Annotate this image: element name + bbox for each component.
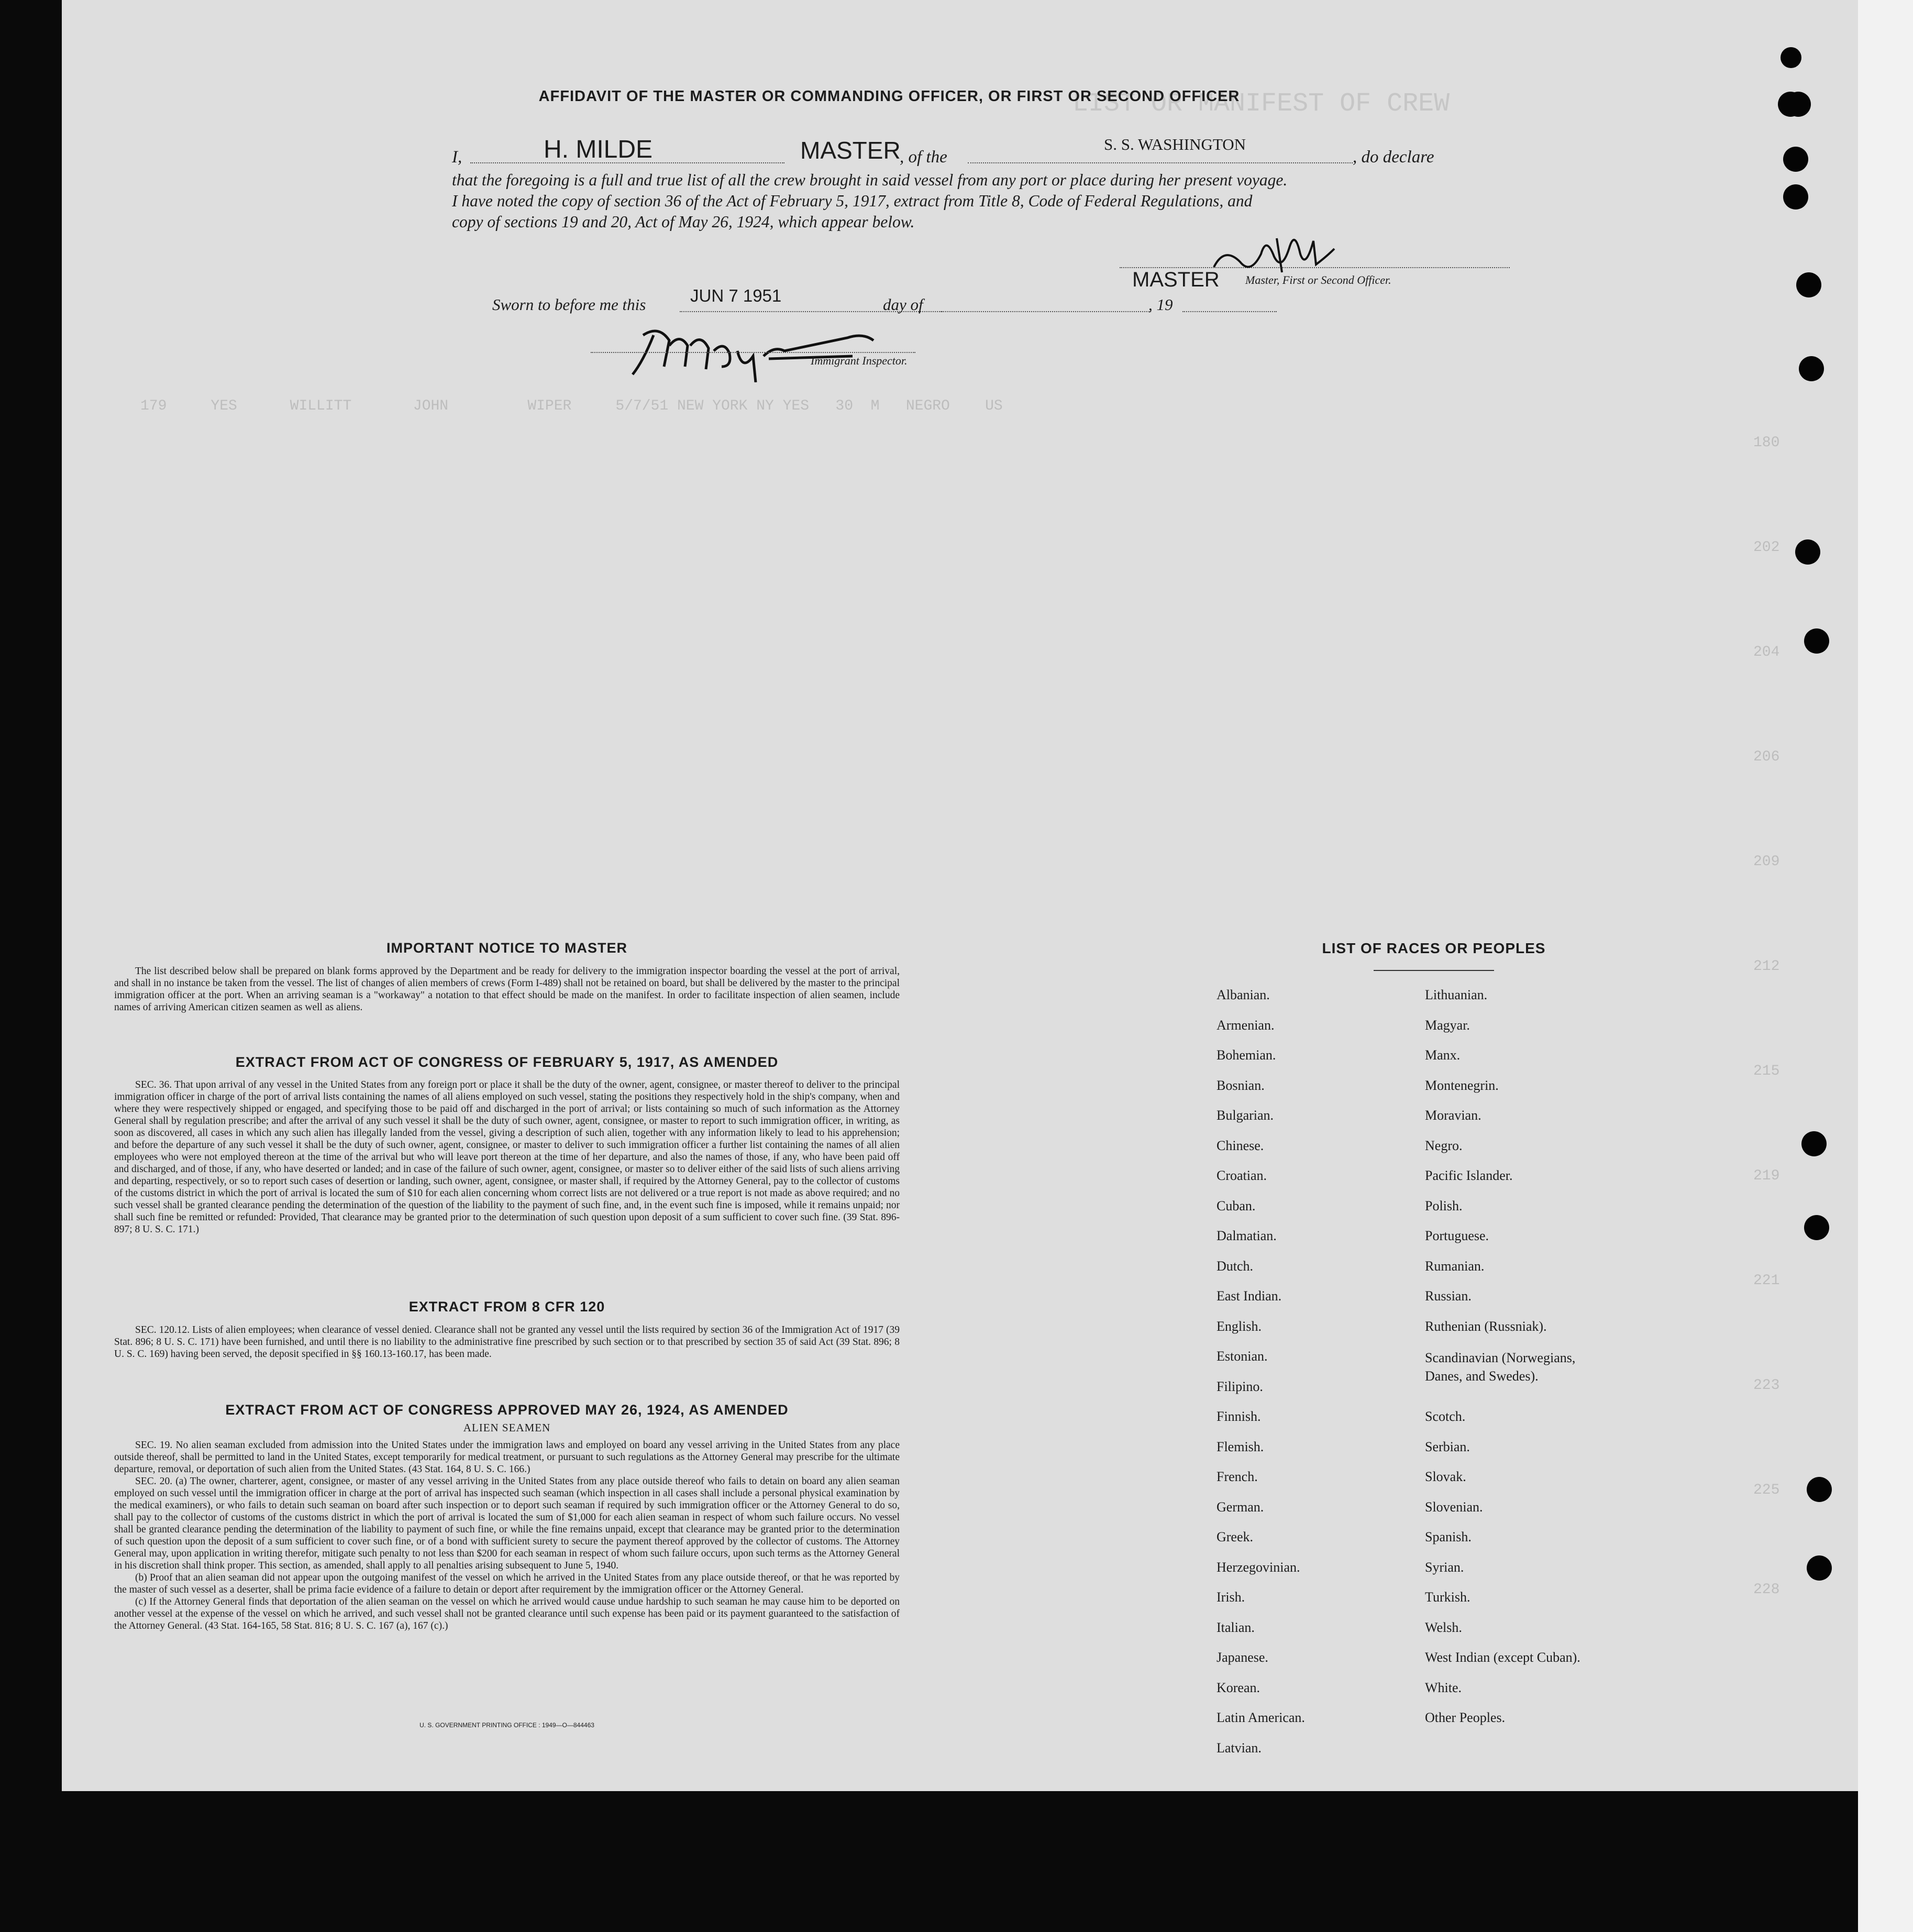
- punch-hole: [1783, 147, 1808, 172]
- race-item: Korean.: [1217, 1680, 1260, 1695]
- extract-1917-paragraph: SEC. 36. That upon arrival of any vessel in the United States from any foreign port or place it shall be the duty of the owner, agent, consignee, or master thereof to deliver to the principal immigration officer in charge of the port of arrival lists containing the names of all aliens employed on such vessel, stating the positions they respectively hold in the ship's company, when and where they were respectively shipped or engaged, and specifying those to be paid off and discharged in the port of arrival; or lists containing so much of such information as the Attorney General shall by regulation prescribe; and after the arrival of any such vessel it shall be the duty of such owner, agent, consignee, or master to report to such immigration officer, in writing, as soon as discovered, all cases in which any such alien has illegally landed from the vessel, giving a description of such alien, together with any information likely to lead to his apprehension; and before the departure of any such vessel it shall be the duty of such owner, agent, consignee, or master to deliver to such immigration officer a further list containing the names of all alien employees who were not employed thereon at the time of the arrival but who will leave port thereon at the time of her departure, and also the names of those, if any, who have been paid off and discharged, and of those, if any, who have deserted or landed; and in case of the failure of such owner, agent, consignee, or master so to deliver either of the said lists of such aliens arriving and departing, respectively, or so to report such cases of desertion or landing, such owner, agent, consignee, or master shall, if required by the Attorney General, pay to the collector of customs of the customs district in which the port of arrival is located the sum of $10 for each alien concerning whom correct lists are not delivered or a true report is not made as above required; and no such vessel shall be granted clearance pending the determination of the question of the liability to the payment of such fine, and, in the event such fine is imposed, while it remains unpaid; nor shall such fine be remitted or refunded: Provided, That clearance may be granted prior to the determination of such question upon deposit of a sum sufficient to cover such fine. (39 Stat. 896-897; 8 U. S. C. 171.): [114, 1079, 900, 1235]
- vessel-name: S. S. WASHINGTON: [1104, 135, 1246, 153]
- punch-hole: [1783, 184, 1808, 209]
- race-item: Latin American.: [1217, 1710, 1305, 1725]
- declaration-line-2: I have noted the copy of section 36 of the Act of February 5, 1917, extract from Title 8, Code of Federal Regulations, and: [452, 192, 1253, 210]
- page-edge-strip: [1858, 0, 1913, 1932]
- extract-cfr-paragraph: SEC. 120.12. Lists of alien employees; when clearance of vessel denied. Clearance shall not be granted any vessel until the lists required by section 36 of the Immigration Act of 1917 (39 Stat. 896; 8 U. S. C. 171) have been furnished, and until there is no liability to the administrative fine prescribed by such section or to that prescribed by section 35 of said Act (39 Stat. 896; 8 U. S. C. 169) having been served, the deposit specified in §§ 160.13-160.17, has been made.: [114, 1324, 900, 1360]
- punch-hole: [1804, 1215, 1829, 1240]
- master-name: H. MILDE: [544, 136, 653, 163]
- race-item: East Indian.: [1217, 1288, 1282, 1304]
- race-item: Cuban.: [1217, 1198, 1256, 1213]
- punch-hole: [1801, 1131, 1827, 1156]
- race-item: West Indian (except Cuban).: [1425, 1650, 1580, 1665]
- race-item: Welsh.: [1425, 1619, 1462, 1635]
- affidavit-title: AFFIDAVIT OF THE MASTER OR COMMANDING OFFICER, OR FIRST OR SECOND OFFICER: [538, 88, 1240, 105]
- extract-1924-sec20c: (c) If the Attorney General finds that deportation of the alien seaman on the vessel on which he arrived would cause undue hardship to such seaman he may cause him to be deported on another vessel at the expense of the vessel on which he arrived, and such vessel shall not be granted clearance until such expense has been paid or its payment guaranteed to the satisfaction of the Attorney General. (43 Stat. 164-165, 58 Stat. 816; 8 U. S. C. 167 (a), 167 (c).): [114, 1596, 900, 1631]
- notice-title: IMPORTANT NOTICE TO MASTER: [386, 940, 627, 956]
- extract-cfr-text: [114, 1324, 900, 1360]
- i-label: I,: [452, 148, 462, 167]
- race-item: Scandinavian (Norwegians, Danes, and Swedes).: [1425, 1350, 1576, 1384]
- races-title: LIST OF RACES OR PEOPLES: [1322, 940, 1546, 956]
- race-item: Finnish.: [1217, 1409, 1261, 1424]
- do-declare-label: , do declare: [1353, 148, 1434, 167]
- punch-hole: [1807, 1555, 1832, 1581]
- race-item: Montenegrin.: [1425, 1077, 1499, 1093]
- race-item: Bohemian.: [1217, 1047, 1276, 1063]
- race-item: White.: [1425, 1680, 1462, 1695]
- race-item: Magyar.: [1425, 1017, 1470, 1033]
- signer-caption: Master, First or Second Officer.: [1245, 273, 1391, 286]
- race-item: Armenian.: [1217, 1017, 1275, 1033]
- race-item: Dutch.: [1217, 1258, 1254, 1274]
- punch-hole: [1804, 628, 1829, 654]
- races-left-column: [1217, 987, 1436, 1770]
- race-item: Flemish.: [1217, 1439, 1264, 1454]
- year-label: , 19: [1148, 295, 1173, 314]
- notice-paragraph: The list described below shall be prepared on blank forms approved by the Department and be ready for delivery to the immigration inspector boarding the vessel at the port of arrival, and shall in no instance be taken from the vessel. The list of changes of alien members of crews (Form I-489) shall not be retained on board, but shall be delivered by the master to the principal immigration officer at the port. When an arriving seaman is a "workaway" a notation to that effect should be made on the manifest. In order to facilitate inspection of alien seamen, include names of arriving American citizen seamen as well as aliens.: [114, 966, 900, 1013]
- race-item: Slovak.: [1425, 1469, 1466, 1484]
- declaration-text: [452, 170, 1573, 233]
- race-item: Croatian.: [1217, 1168, 1267, 1183]
- declaration-line-1: that the foregoing is a full and true list of all the crew brought in said vessel from any port or place during her present voyage.: [452, 171, 1288, 189]
- races-right-column: [1425, 987, 1718, 1740]
- race-item: Slovenian.: [1425, 1499, 1483, 1515]
- extract-1924-title: EXTRACT FROM ACT OF CONGRESS APPROVED MAY 26, 1924, AS AMENDED: [225, 1402, 789, 1418]
- punch-hole: [1778, 92, 1803, 117]
- day-of-label: day of: [883, 295, 923, 314]
- race-item: Other Peoples.: [1425, 1710, 1506, 1725]
- inspector-caption: Immigrant Inspector.: [811, 354, 908, 367]
- race-item: Moravian.: [1425, 1108, 1481, 1123]
- race-item: Bulgarian.: [1217, 1108, 1274, 1123]
- race-item: Filipino.: [1217, 1378, 1263, 1394]
- race-item: Portuguese.: [1425, 1228, 1489, 1243]
- race-item: Scotch.: [1425, 1409, 1466, 1424]
- of-the-label: , of the: [900, 148, 947, 167]
- race-item: Japanese.: [1217, 1650, 1268, 1665]
- punch-hole: [1807, 1477, 1832, 1502]
- race-item: Italian.: [1217, 1619, 1255, 1635]
- race-item: Pacific Islander.: [1425, 1168, 1513, 1183]
- race-item: Chinese.: [1217, 1138, 1264, 1153]
- punch-hole: [1796, 272, 1821, 297]
- extract-1924-sec20a: SEC. 20. (a) The owner, charterer, agent, consignee, or master of any vessel arriving in the United States from any place outside thereof who fails to detain on board any alien seaman employed on such vessel until the immigration officer in charge at the port of arrival has inspected such seaman (which inspection in all cases shall include a personal physical examination by the medical examiners), or who fails to detain such seaman on board after such inspection or to deport such seaman if required by such immigration officer or the Attorney General to do so, shall pay to the collector of customs of the customs district in which the port of arrival is located the sum of $1,000 for each alien seaman in respect of whom such failure occurs. No vessel shall be granted clearance pending the determination of the liability to payment of such fine, or while the fine remains unpaid, except that clearance may be granted prior to the determination of such question upon the deposit of a sum sufficient to cover such fine, or of a bond with sufficient surety to secure the payment thereof approved by the collector of customs. The Attorney General may, upon application in writing therefor, mitigate such penalty to not less than $200 for each seaman in respect of whom such failure occurs, upon such terms as the Attorney General in his discretion shall think proper. This section, as amended, shall apply to all penalties arising subsequent to June 5, 1940.: [114, 1476, 900, 1571]
- declaration-line-3: copy of sections 19 and 20, Act of May 26, 1924, which appear below.: [452, 213, 915, 231]
- extract-1924-sec20b: (b) Proof that an alien seaman did not appear upon the outgoing manifest of the vessel on which he arrived in the United States from any place outside thereof, or that he was reported by the master of such vessel as a deserter, shall be prima facie evidence of a failure to detain or deport after requirement by the immigration officer or the Attorney General.: [114, 1572, 900, 1595]
- extract-1917-text: [114, 1079, 900, 1235]
- race-item: Manx.: [1425, 1047, 1461, 1063]
- signer-rank: MASTER: [1132, 268, 1220, 291]
- race-item: Syrian.: [1425, 1559, 1464, 1575]
- race-item: Greek.: [1217, 1529, 1254, 1544]
- race-item: Estonian.: [1217, 1349, 1268, 1364]
- inspector-signature: [612, 304, 926, 382]
- race-item: Russian.: [1425, 1288, 1472, 1304]
- sworn-label: Sworn to before me this: [492, 295, 646, 314]
- race-item: Ruthenian (Russniak).: [1425, 1318, 1547, 1334]
- extract-cfr-title: EXTRACT FROM 8 CFR 120: [408, 1299, 605, 1315]
- punch-hole: [1781, 47, 1801, 68]
- extract-1924-text: [114, 1439, 900, 1632]
- races-title-rule: [1374, 970, 1494, 971]
- extract-1924-subtitle: ALIEN SEAMEN: [463, 1421, 551, 1434]
- race-item: Polish.: [1425, 1198, 1463, 1213]
- race-item: Serbian.: [1425, 1439, 1470, 1454]
- race-item: Latvian.: [1217, 1740, 1262, 1756]
- race-item: Rumanian.: [1425, 1258, 1485, 1274]
- extract-1924-sec19: SEC. 19. No alien seaman excluded from admission into the United States under the immigration laws and employed on board any vessel arriving in the United States from any place outside thereof, shall be permitted to land in the United States, except temporarily for medical treatment, or pursuant to such regulations as the Attorney General may prescribe for the ultimate departure, removal, or deportation of such alien from the United States. (43 Stat. 164, 8 U. S. C. 166.): [114, 1440, 900, 1475]
- race-item: Irish.: [1217, 1589, 1245, 1605]
- master-rank: MASTER: [800, 137, 901, 164]
- punch-hole: [1799, 356, 1824, 381]
- race-item: Lithuanian.: [1425, 987, 1488, 1002]
- punch-hole: [1795, 539, 1820, 565]
- sworn-date-stamp: JUN 7 1951: [690, 286, 782, 305]
- race-item: Spanish.: [1425, 1529, 1472, 1544]
- race-item: Negro.: [1425, 1138, 1463, 1153]
- printer-imprint: U. S. GOVERNMENT PRINTING OFFICE : 1949—O—844463: [419, 1721, 594, 1729]
- race-item: English.: [1217, 1318, 1262, 1334]
- race-item: German.: [1217, 1499, 1264, 1515]
- race-item: Bosnian.: [1217, 1077, 1265, 1093]
- race-item: Albanian.: [1217, 987, 1270, 1002]
- extract-1917-title: EXTRACT FROM ACT OF CONGRESS OF FEBRUARY 5, 1917, AS AMENDED: [235, 1054, 779, 1070]
- race-item: Turkish.: [1425, 1589, 1470, 1605]
- race-item: Dalmatian.: [1217, 1228, 1277, 1243]
- race-item: French.: [1217, 1469, 1258, 1484]
- document-page: LIST OR MANIFEST OF CREW 179 YES WILLITT JOHN WIPER 5/7/51 NEW YORK NY YES 30 M NEGRO US 180 202 204 206 209 212 215 219 221 223 225 228 AFFIDAVIT OF THE MASTER OR COMMANDING OFFICER, OR FIRST OR SECOND OFFICER I, H. MILDE MASTER , of the S. S. WASHINGTON , do declare that the foregoing is a full and true list of all the crew brought in said vessel from any port or place during her present voyage. I have noted the copy of section 36 of the Act of February 5, 1917, extract from Title 8, Code of Federal Regulations, and copy of sections 19 and 20, Act of May 26, 1924, which appear below. MASTER Master, First or Second Officer. Sworn to before me this JUN 7 1951 day of , 19 Immigrant Inspector. IMPORTANT NOTICE TO MASTER The list described below shall be prepared on blank forms approved by the Department and be ready for delivery to the immigration inspector boarding the vessel at the port of arrival, and shall in no instance be taken from the vessel. The list of changes of alien members of crews (Form I-489) shall not be retained on board, but shall be delivered by the master to the principal immigration officer at the port. When an arriving seaman is a "workaway" a notation to that effect should be made on the manifest. In order to facilitate inspection of alien seamen, include names of arriving American citizen seamen as well as aliens. EXTRACT FROM ACT OF CONGRESS OF FEBRUARY 5, 1917, AS AMENDED SEC. 36. That upon arrival of any vessel in the United States from any foreign port or place it shall be the duty of the owner, agent, consignee, or master thereof to deliver to the principal immigration officer in charge of the port of arrival lists containing the names of all aliens employed on such vessel, stating the positions they respectively hold in the ship's company, when and where they were respectively shipped or engaged, and specifying those to be paid off and discharged in the port of arrival; or lists containing so much of such information as the Attorney General shall by regulation prescribe; and after the arrival of any such vessel it shall be the duty of such owner, agent, consignee, or master to report to such immigration officer, in writing, as soon as discovered, all cases in which any such alien has illegally landed from the vessel, giving a description of such alien, together with any information likely to lead to his apprehension; and before the departure of any such vessel it shall be the duty of such owner, agent, consignee, or master to deliver to such immigration officer a further list containing the names of all alien employees who were not employed thereon at the time of the arrival but who will leave port thereon at the time of her departure, and also the names of those, if any, who have been paid off and discharged, and of those, if any, who have deserted or landed; and in case of the failure of such owner, agent, consignee, or master so to deliver either of the said lists of such aliens arriving and departing, respectively, or so to report such cases of desertion or landing, such owner, agent, consignee, or master shall, if required by the Attorney General, pay to the collector of customs of the customs district in which the port of arrival is located the sum of $10 for each alien concerning whom correct lists are not delivered or a true report is not made as above required; and no such vessel shall be granted clearance pending the determination of the question of the liability to the payment of such fine, and, in the event such fine is imposed, while it remains unpaid; nor shall such fine be remitted or refunded: Provided, That clearance may be granted prior to the determination of such question upon deposit of a sum sufficient to cover such fine. (39 Stat. 896-897; 8 U. S. C. 171.) EXTRACT FROM 8 CFR 120 SEC. 120.12. Lists of alien employees; when clearance of vessel denied. Clearance shall not be granted any vessel until the lists required by section 36 of the Immigration Act of 1917 (39 Stat. 896; 8 U. S. C. 171) have been furnished, and until there is no liability to the administrative fine prescribed by such section or to that prescribed by section 35 of said Act (39 Stat. 896; 8 U. S. C. 169) having been served, the deposit specified in §§ 160.13-160.17, has been made. EXTRACT FROM ACT OF CONGRESS APPROVED MAY 26, 1924, AS AMENDED ALIEN SEAMEN SEC. 19. No alien seaman excluded from admission into the United States under the immigration laws and employed on board any vessel arriving in the United States from any place outside thereof, shall be permitted to land in the United States, except temporarily for medical treatment, or pursuant to such regulations as the Attorney General may prescribe for the ultimate departure, removal, or deportation of such alien from the United States. (43 Stat. 164, 8 U. S. C. 166.) SEC. 20. (a) The owner, charterer, agent, consignee, or master of any vessel arriving in the United States from any place outside thereof who fails to detain on board any alien seaman employed on such vessel until the immigration officer in charge at the port of arrival has inspected such seaman (which inspection in all cases shall include a personal physical examination by the medical examiners), or who fails to detain such seaman on board after such inspection or to deport such seaman if required by such immigration officer or the Attorney General to do so, shall pay to the collector of customs of the customs district in which the port of arrival is located the sum of $1,000 for each alien seaman in respect of whom such failure occurs. No vessel shall be granted clearance pending the determination of the liability to payment of such fine, or while the fine remains unpaid, except that clearance may be granted prior to the determination of such question upon the deposit of a sum sufficient to cover such fine, or of a bond with sufficient surety to secure the payment thereof approved by the collector of customs. The Attorney General may, upon application in writing therefor, mitigate such penalty to not less than $200 for each seaman in respect of whom such failure occurs, upon such terms as the Attorney General in his discretion shall think proper. This section, as amended, shall apply to all penalties arising subsequent to June 5, 1940. (b) Proof that an alien seaman did not appear upon the outgoing manifest of the vessel on which he arrived in the United States from any place outside thereof, or that he was reported by the master of such vessel as a deserter, shall be prima facie evidence of a failure to detain or deport after requirement by the immigration officer or the Attorney General. (c) If the Attorney General finds that deportation of the alien seaman on the vessel on which he arrived would cause undue hardship to such seaman he may cause him to be deported on another vessel at the expense of the vessel on which he arrived, and such vessel shall not be granted clearance until such expense has been paid or its payment guaranteed to the satisfaction of the Attorney General. (43 Stat. 164-165, 58 Stat. 816; 8 U. S. C. 167 (a), 167 (c).) U. S. GOVERNMENT PRINTING OFFICE : 1949—O—844463 LIST OF RACES OR PEOPLES Albanian. Armenian. Bohemian. Bosnian. Bulgarian. Chinese. Croatian. Cuban. Dalmatian. Dutch. East Indian. English. Estonian. Filipino. Finnish. Flemish. French. German. Greek. Herzegovinian. Irish. Italian. Japanese. Korean. Latin American. Latvian. Lithuanian. Magyar. Manx. Montenegrin. Moravian. Negro. Pacific Islander. Polish. Portuguese. Rumanian. Russian. Ruthenian (Russniak). Scandinavian (Norwegians, Danes, and Swedes). Scotch. Serbian. Slovak. Slovenian. Spanish. Syrian. Turkish. Welsh. West Indian (except Cuban). White. Other Peoples.: [62, 0, 1858, 1791]
- race-item: Herzegovinian.: [1217, 1559, 1300, 1575]
- notice-text: [114, 965, 900, 1013]
